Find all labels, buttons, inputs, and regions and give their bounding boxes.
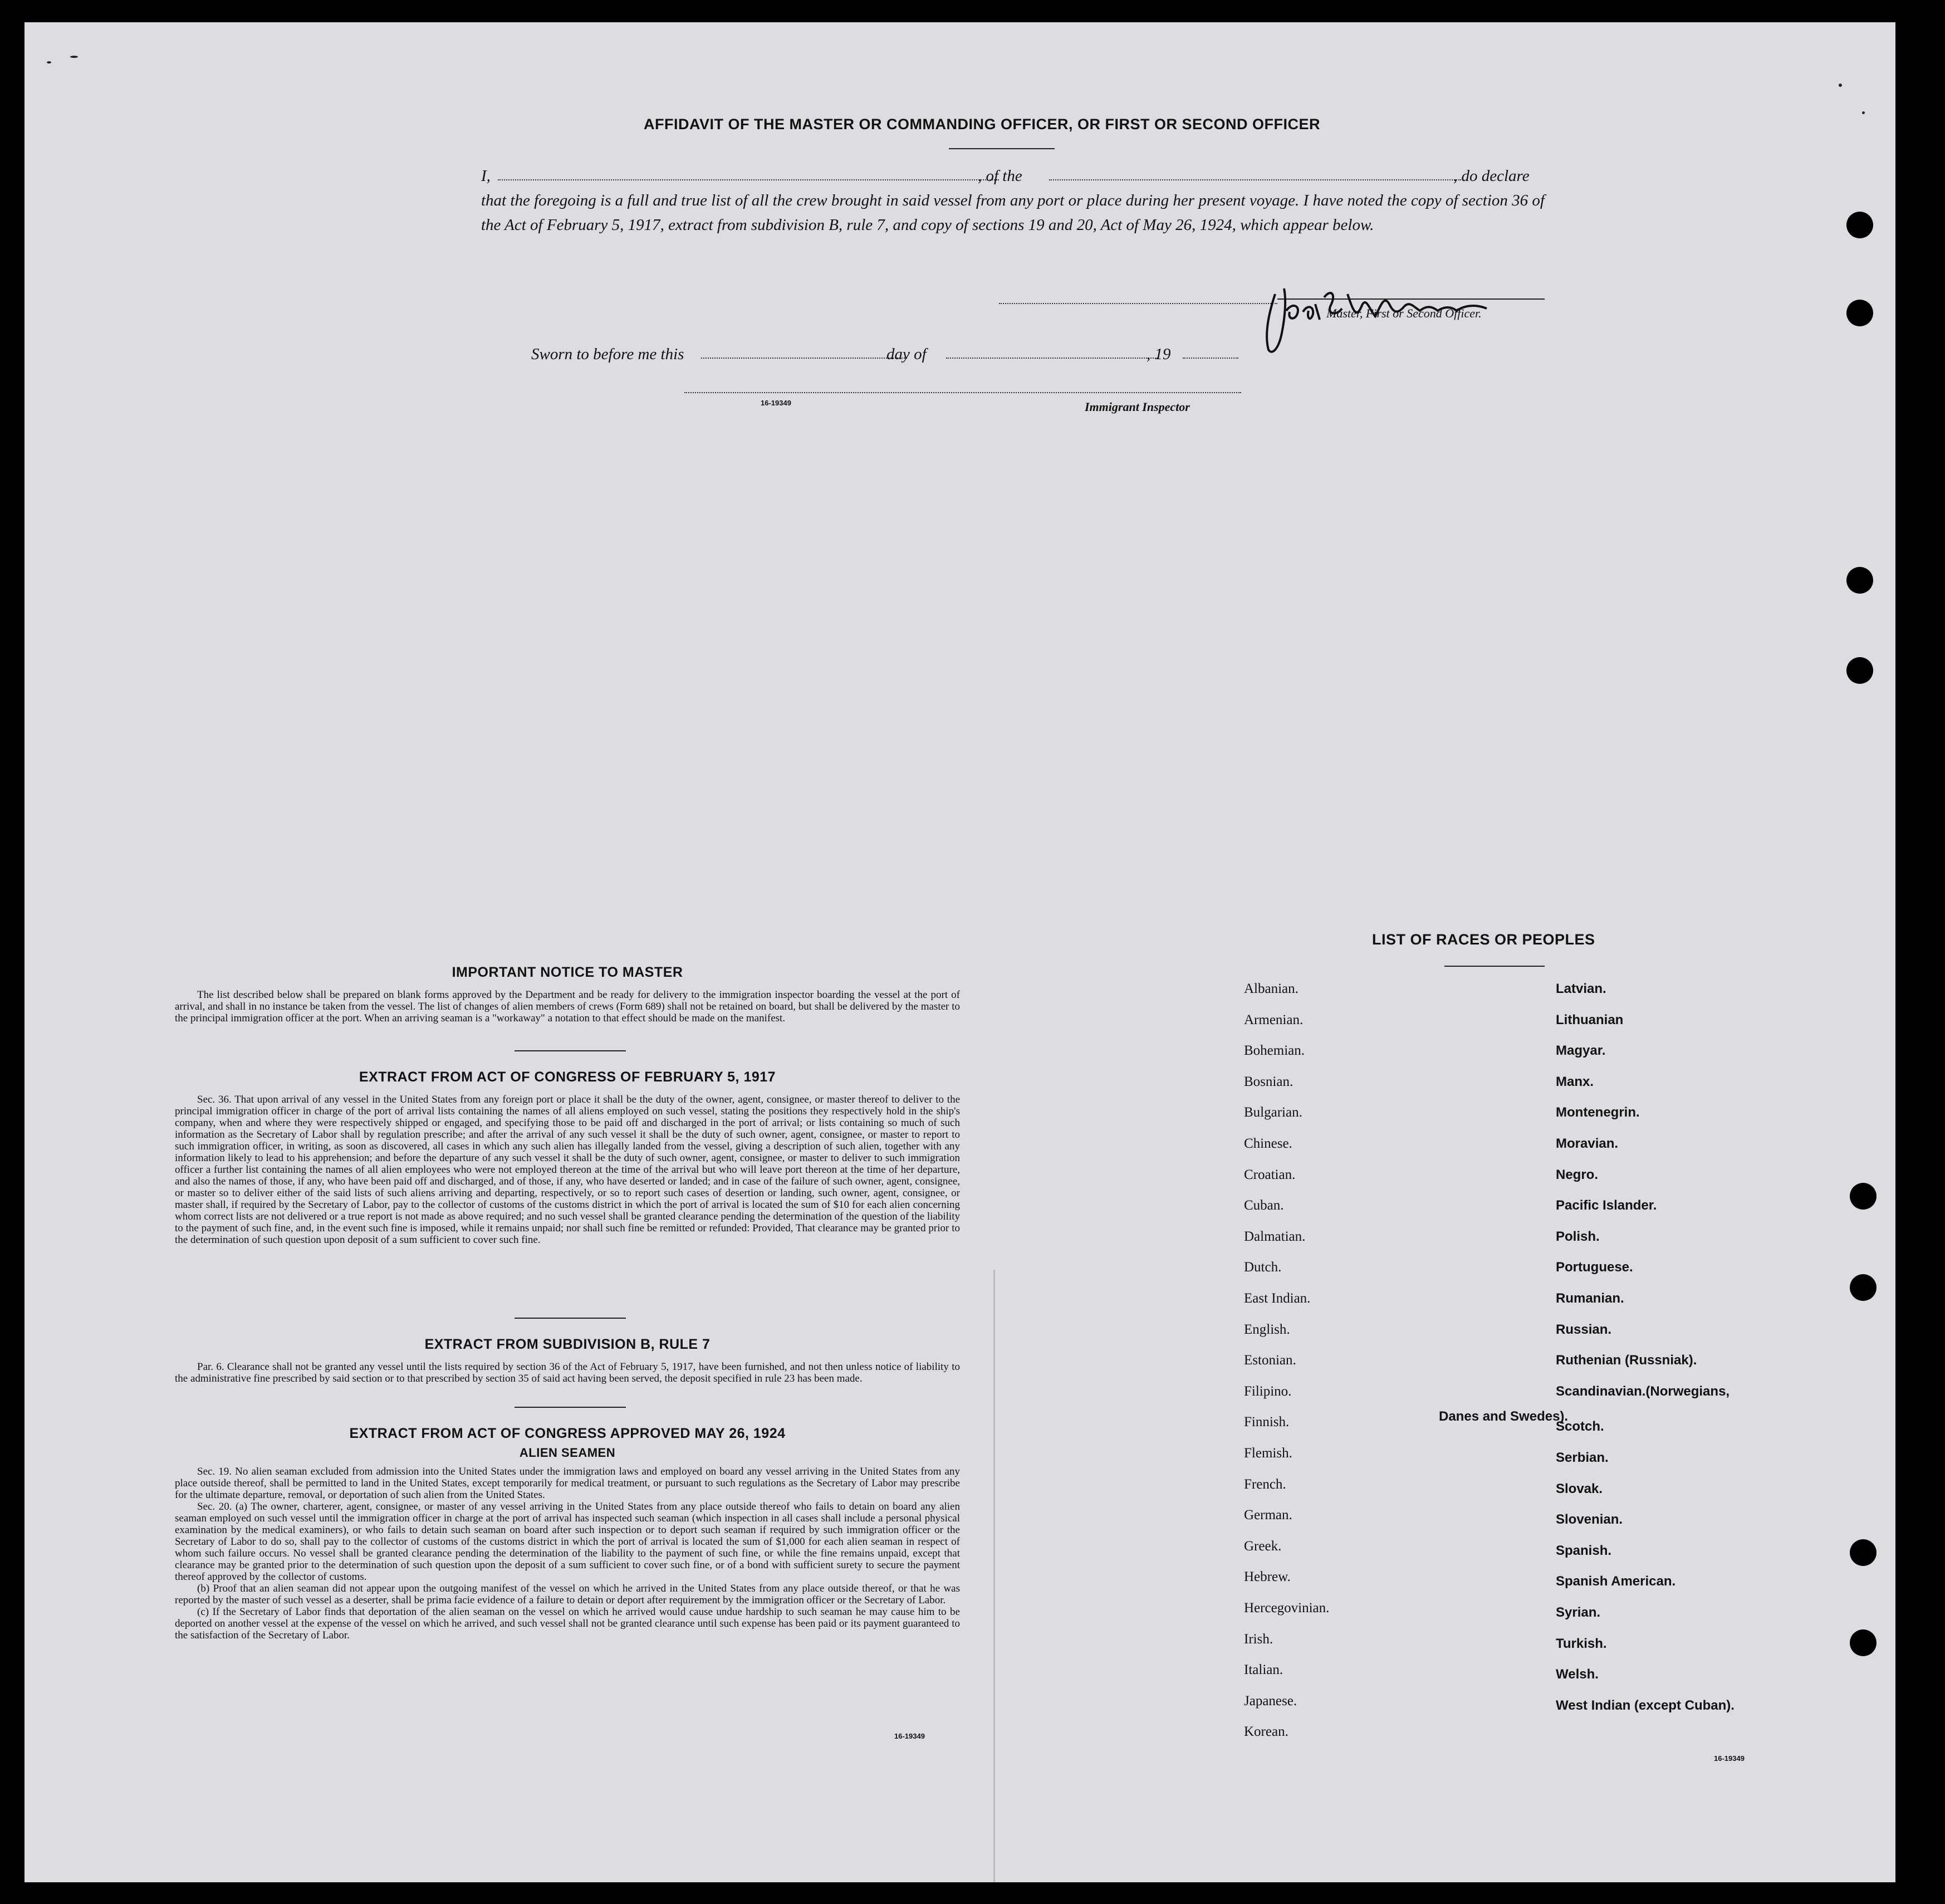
race-item: German. [1244, 1507, 1292, 1523]
rule7-body [175, 1361, 960, 1384]
notice-paragraph: The list described below shall be prepared on blank forms approved by the Department and be ready for delivery to the immigration inspector boarding the vessel at the port of arrival, and shall in no instance be taken from the vessel. The list of changes of alien members of crews (Form 689) shall not be retained on board, but shall be delivered by the master to the principal immigration officer at the port. When an arriving seaman is a "workaway" a notation to that effect should be made on the manifest. [175, 989, 960, 1024]
notice-divider [515, 1050, 626, 1051]
race-item: Rumanian. [1556, 1291, 1624, 1306]
race-item: Spanish. [1556, 1543, 1612, 1558]
race-item: Estonian. [1244, 1353, 1296, 1368]
punch-hole [1846, 567, 1873, 594]
race-item: Welsh. [1556, 1667, 1599, 1682]
punch-hole [1850, 1274, 1877, 1301]
signature-caption: Master, First or Second Officer. [1326, 306, 1482, 320]
sworn-label: Sworn to before me this [531, 345, 684, 363]
race-item: Finnish. [1244, 1414, 1290, 1430]
par-6-paragraph: Par. 6. Clearance shall not be granted any vessel until the lists required by section 36 of the Act of February 5, 1917, have been furnished, and not then unless notice of liability to the administrative fine prescribed by said section or to that prescribed by section 35 of said act having been served, the deposit specified in rule 23 has been made. [175, 1361, 960, 1384]
sec-36-paragraph: Sec. 36. That upon arrival of any vessel in the United States from any foreign port or place it shall be the duty of the owner, agent, consignee, or master thereof to deliver to the principal immigration officer in charge of the port of arrival lists containing the names of all aliens employed on such vessel, stating the positions they respectively hold in the ship's company, when and where they were respectively shipped or engaged, and specifying those to be paid off and discharged in the port of arrival; or lists containing so much of such information as the Secretary of Labor shall by regulation prescribe; and after the arrival of any such vessel it shall be the duty of such owner, agent, consignee, or master to report to such immigration officer, in writing, as soon as discovered, all cases in which any such alien has illegally landed from the vessel, giving a description of such alien, together with any information likely to lead to his apprehension; and before the departure of any such vessel it shall be the duty of such owner, agent, consignee, or master to deliver to such immigration officer a further list containing the names of all alien employees who were not employed thereon at the time of the arrival but who will leave port thereon at the time of her departure, and also the names of those, if any, who have been paid off and discharged, and of those, if any, who have deserted or landed; and in case of the failure of such owner, agent, consignee, or master so to deliver either of the said lists of such aliens arriving and departing, respectively, or so to report such cases of desertion or landing, such owner, agent, consignee, or master shall, if required by the Secretary of Labor, pay to the collector of customs of the customs district in which the port of arrival is located the sum of $10 for each alien concerning whom correct lists are not delivered or a true report is not made as above required; and no such vessel shall be granted clearance pending the determination of the question of the liability to the payment of such fine, and, in the event such fine is imposed, while it remains unpaid; nor shall such fine be remitted or refunded: Provided, That clearance may be granted prior to the determination of such question upon deposit of a sum sufficient to cover such fine. [175, 1094, 960, 1246]
race-item: Scotch. [1556, 1419, 1604, 1435]
race-item: Korean. [1244, 1724, 1288, 1740]
extract-1924-body [175, 1466, 960, 1641]
notice-body [175, 989, 960, 1024]
document-sheet [25, 22, 1895, 1882]
extract-1917-divider [515, 1318, 626, 1319]
page-fold [993, 1270, 995, 1882]
race-item: Spanish American. [1556, 1574, 1676, 1589]
extract-1917-title: EXTRACT FROM ACT OF CONGRESS OF FEBRUARY 5, 1917 [359, 1069, 776, 1085]
race-item: West Indian (except Cuban). [1556, 1697, 1735, 1713]
extract-form-number: 16-19349 [894, 1732, 925, 1740]
race-item: Cuban. [1244, 1198, 1284, 1213]
affidavit-title: AFFIDAVIT OF THE MASTER OR COMMANDING OFFICER, OR FIRST OR SECOND OFFICER [644, 116, 1320, 133]
inspector-caption: Immigrant Inspector [1085, 400, 1190, 414]
race-item: Croatian. [1244, 1167, 1296, 1182]
year-label: , 19 [1147, 345, 1171, 363]
extract-1917-body [175, 1094, 960, 1246]
race-item: Turkish. [1556, 1636, 1607, 1651]
race-item: Negro. [1556, 1167, 1599, 1182]
race-item: Serbian. [1556, 1450, 1609, 1465]
punch-hole [1850, 1539, 1877, 1566]
race-item: Magyar. [1556, 1043, 1606, 1059]
punch-hole [1846, 300, 1873, 326]
scan-speck [70, 56, 78, 58]
punch-hole [1850, 1629, 1877, 1656]
race-item: Montenegrin. [1556, 1105, 1640, 1120]
affidavit-line-do-declare: , do declare [1453, 167, 1530, 185]
month-blank [946, 358, 1158, 359]
name-blank [498, 179, 999, 180]
punch-hole [1850, 1183, 1877, 1210]
race-item: Filipino. [1244, 1383, 1292, 1399]
race-scandinavian-continued: Danes and Swedes). [1439, 1409, 1569, 1424]
race-item: Manx. [1556, 1074, 1594, 1089]
race-item: Syrian. [1556, 1605, 1601, 1620]
race-item: Slovak. [1556, 1481, 1603, 1496]
year-blank [1183, 358, 1238, 359]
races-title-underline [1444, 966, 1545, 967]
punch-hole [1846, 212, 1873, 238]
race-item: Bulgarian. [1244, 1105, 1302, 1120]
race-item: Japanese. [1244, 1693, 1297, 1709]
race-item: English. [1244, 1321, 1290, 1337]
sworn-day-blank [701, 358, 907, 359]
race-item: Armenian. [1244, 1012, 1304, 1027]
affidavit-line-of-the: , of the [978, 167, 1022, 185]
scan-speck [1862, 111, 1865, 114]
race-item: French. [1244, 1476, 1286, 1492]
race-item: Greek. [1244, 1538, 1282, 1554]
race-item: Russian. [1556, 1321, 1612, 1337]
race-item: Latvian. [1556, 981, 1606, 996]
vessel-blank [1049, 179, 1461, 180]
sec-20a-paragraph: Sec. 20. (a) The owner, charterer, agent, consignee, or master of any vessel arriving in the United States from any place outside thereof who fails to detain on board any alien seaman employed on such vessel until the immigration officer in charge at the port of arrival has inspected such seaman (which inspection in all cases shall include a personal physical examination by the medical examiners), or who fails to detain such seaman on board after such inspection or to deport such seaman if required by such immigration officer or the Secretary of Labor to do so, shall pay to the collector of customs of the customs district in which the port of arrival is located the sum of $1,000 for each alien seaman in respect of whom such failure occurs. No vessel shall be granted clearance pending the determination of the liability to the payment of such fine, or while the fine remains unpaid, except that clearance may be granted prior to the determination of such question upon the deposit of a sum sufficient to cover such fine, or of a bond with sufficient surety to secure the payment thereof approved by the collector of customs. [175, 1501, 960, 1583]
race-item: Dalmatian. [1244, 1228, 1306, 1244]
inspector-signature-line [684, 392, 1241, 393]
alien-seamen-subtitle: ALIEN SEAMEN [519, 1446, 616, 1460]
race-item: Scandinavian.(Norwegians, [1556, 1383, 1730, 1399]
race-item: Albanian. [1244, 981, 1299, 996]
sec-20b-paragraph: (b) Proof that an alien seaman did not appear upon the outgoing manifest of the vessel on which he arrived in the United States from any place outside thereof, or that he was reported by the master of such vessel as a deserter, shall be prima facie evidence of a failure to detain or deport after requirement by the immigration officer or the Secretary of Labor. [175, 1583, 960, 1606]
race-item: Lithuanian [1556, 1012, 1624, 1027]
race-item: Ruthenian (Russniak). [1556, 1353, 1697, 1368]
race-item: Portuguese. [1556, 1260, 1633, 1275]
race-item: Irish. [1244, 1631, 1273, 1647]
affidavit-body: that the foregoing is a full and true list of all the crew brought in said vessel from any port or place during her present voyage. I have noted the copy of section 36 of the Act of February 5, 1917, extract from subdivision B, rule 7, and copy of sections 19 and 20, Act of May 26, 1924, which appear below. [481, 192, 1545, 234]
scan-speck [1839, 84, 1842, 87]
rule7-title: EXTRACT FROM SUBDIVISION B, RULE 7 [424, 1337, 711, 1352]
race-item: Flemish. [1244, 1446, 1292, 1461]
sec-20c-paragraph: (c) If the Secretary of Labor finds that deportation of the alien seaman on the vessel on which he arrived would cause undue hardship to such seaman he may cause him to be deported on another vessel at the expense of the vessel on which he arrived, and such vessel shall not be granted clearance until such expense has been paid or its payment guaranteed to the satisfaction of the Secretary of Labor. [175, 1606, 960, 1641]
race-item: Bosnian. [1244, 1074, 1294, 1089]
rule7-divider [515, 1407, 626, 1408]
scan-speck [47, 61, 51, 63]
race-item: Bohemian. [1244, 1043, 1305, 1059]
race-item: Italian. [1244, 1662, 1283, 1678]
notice-title: IMPORTANT NOTICE TO MASTER [452, 965, 683, 980]
extract-1924-title: EXTRACT FROM ACT OF CONGRESS APPROVED MAY 26, 1924 [349, 1426, 786, 1441]
sec-19-paragraph: Sec. 19. No alien seaman excluded from admission into the United States under the immigration laws and employed on board any vessel arriving in the United States from any place outside thereof, shall be permitted to land in the United States, except temporarily for medical treatment, or pursuant to such regulations as the Secretary of Labor may prescribe for the ultimate departure, removal, or deportation of such alien from the United States. [175, 1466, 960, 1501]
race-item: Slovenian. [1556, 1512, 1623, 1528]
title-underline [949, 148, 1055, 149]
signature-line-left [999, 303, 1277, 304]
affidavit-line-i: I, [481, 167, 491, 185]
races-form-number: 16-19349 [1714, 1754, 1745, 1763]
race-item: Hercegovinian. [1244, 1600, 1330, 1616]
race-item: Dutch. [1244, 1260, 1282, 1275]
race-item: Pacific Islander. [1556, 1198, 1657, 1213]
race-item: East Indian. [1244, 1291, 1311, 1306]
race-item: Chinese. [1244, 1136, 1292, 1151]
races-title: LIST OF RACES OR PEOPLES [1372, 931, 1595, 948]
punch-hole [1846, 657, 1873, 684]
affidavit-form-number: 16-19349 [761, 399, 791, 407]
race-item: Moravian. [1556, 1136, 1619, 1151]
race-item: Hebrew. [1244, 1569, 1291, 1585]
race-item: Polish. [1556, 1228, 1600, 1244]
day-of-label: day of [886, 345, 927, 363]
